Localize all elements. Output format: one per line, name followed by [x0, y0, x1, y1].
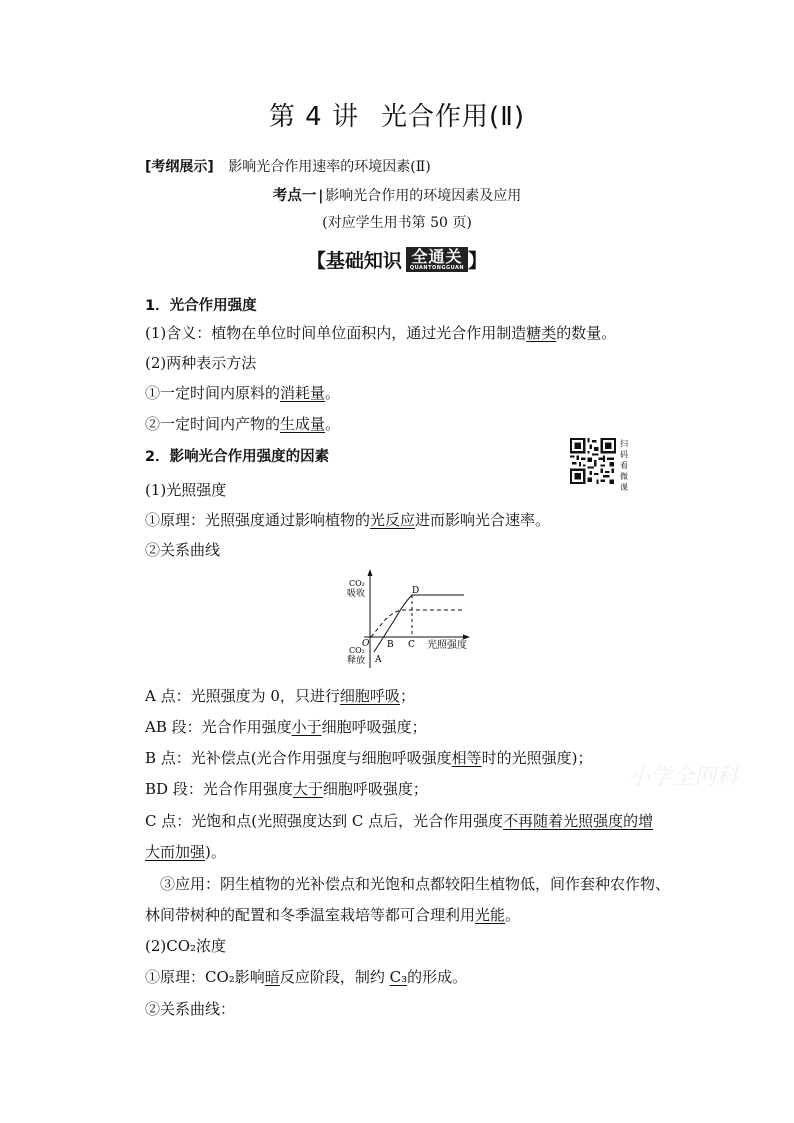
section-2-heading: 2．影响光合作用强度的因素 [145, 449, 330, 465]
application-line-1: ③应用：阴生植物的光补偿点和光饱和点都较阳生植物低，间作套种农作物、 [160, 875, 671, 893]
key-point-title: 影响光合作用的环境因素及应用 [325, 188, 522, 204]
point-b-description: B 点：光补偿点(光合作用强度与细胞呼吸强度相等时的光照强度)； [145, 749, 593, 767]
y-label-co2-bottom: CO₂ [349, 646, 365, 655]
point-c-description-cont: 大而加强)。 [145, 843, 226, 861]
title-topic: 光合作用(Ⅱ) [380, 102, 526, 132]
section-banner [0, 246, 794, 273]
qr-caption: 扫码看微课 [620, 439, 628, 492]
syllabus-line [145, 156, 431, 176]
banner-chip-pinyin: QUANTONGGUAN [409, 265, 465, 271]
x-axis-arrow [463, 635, 470, 640]
y-label-absorb: 吸收 [347, 589, 366, 599]
net-photosynthesis-curve [371, 610, 464, 637]
method-2: ②一定时间内产物的生成量。 [145, 415, 341, 433]
y-label-release: 释放 [347, 656, 366, 666]
page-title [0, 96, 794, 133]
application-line-2: 林间带树种的配置和冬季温室栽培等都可合理利用光能。 [145, 906, 521, 924]
point-a-description: A 点：光照强度为 0，只进行细胞呼吸； [145, 687, 415, 705]
banner-bracket-right: 】 [468, 250, 488, 272]
x-axis-label: 光照强度 [427, 640, 467, 651]
title-lecture-number: 第 4 讲 [268, 102, 359, 132]
method-1: ①一定时间内原料的消耗量。 [145, 384, 341, 402]
methods-heading: (2)两种表示方法 [145, 354, 257, 372]
y-label-co2-top: CO₂ [349, 579, 365, 588]
banner-bracket-left: 【 [306, 250, 326, 272]
co2-curve-heading: ②关系曲线： [145, 1000, 236, 1018]
key-point-label: 考点一 [272, 188, 317, 204]
light-principle: ①原理：光照强度通过影响植物的光反应进而影响光合速率。 [145, 511, 551, 529]
banner-text: 基础知识 [325, 250, 402, 272]
point-b-label: B [387, 640, 394, 650]
banner-chip [406, 247, 468, 272]
light-curve-heading: ②关系曲线 [145, 541, 221, 559]
watermark: 小学全网科 [628, 765, 739, 790]
definition-line: (1)含义：植物在单位时间单位面积内，通过光合作用制造糖类的数量。 [145, 324, 617, 342]
segment-bd-description: BD 段：光合作用强度大于细胞呼吸强度； [145, 780, 428, 798]
section-1-heading: 1．光合作用强度 [145, 298, 257, 314]
point-o-label: O [362, 639, 370, 649]
syllabus-text: 影响光合作用速率的环境因素(Ⅱ) [228, 159, 431, 175]
co2-principle: ①原理：CO₂影响暗反应阶段，制约 C₃的形成。 [145, 968, 468, 986]
point-c-description: C 点：光饱和点(光照强度达到 C 点后，光合作用强度不再随着光照强度的增 [145, 812, 654, 830]
point-d-label: D [412, 586, 420, 596]
qr-code-icon[interactable] [570, 438, 616, 484]
book-page-reference: (对应学生用书第 50 页) [322, 215, 472, 231]
co2-heading: (2)CO₂浓度 [145, 937, 227, 955]
point-a-label: A [375, 655, 382, 665]
point-c-label: C [408, 640, 415, 650]
key-point-heading: 考点一 | 影响光合作用的环境因素及应用 [272, 188, 522, 204]
y-axis-arrow [368, 569, 373, 576]
light-intensity-heading: (1)光照强度 [145, 481, 227, 499]
segment-ab-description: AB 段：光合作用强度小于细胞呼吸强度； [145, 718, 427, 736]
banner-chip-text: 全通关 [411, 247, 463, 266]
syllabus-tag: [考纲展示] [145, 159, 214, 175]
light-intensity-graph [340, 568, 480, 672]
